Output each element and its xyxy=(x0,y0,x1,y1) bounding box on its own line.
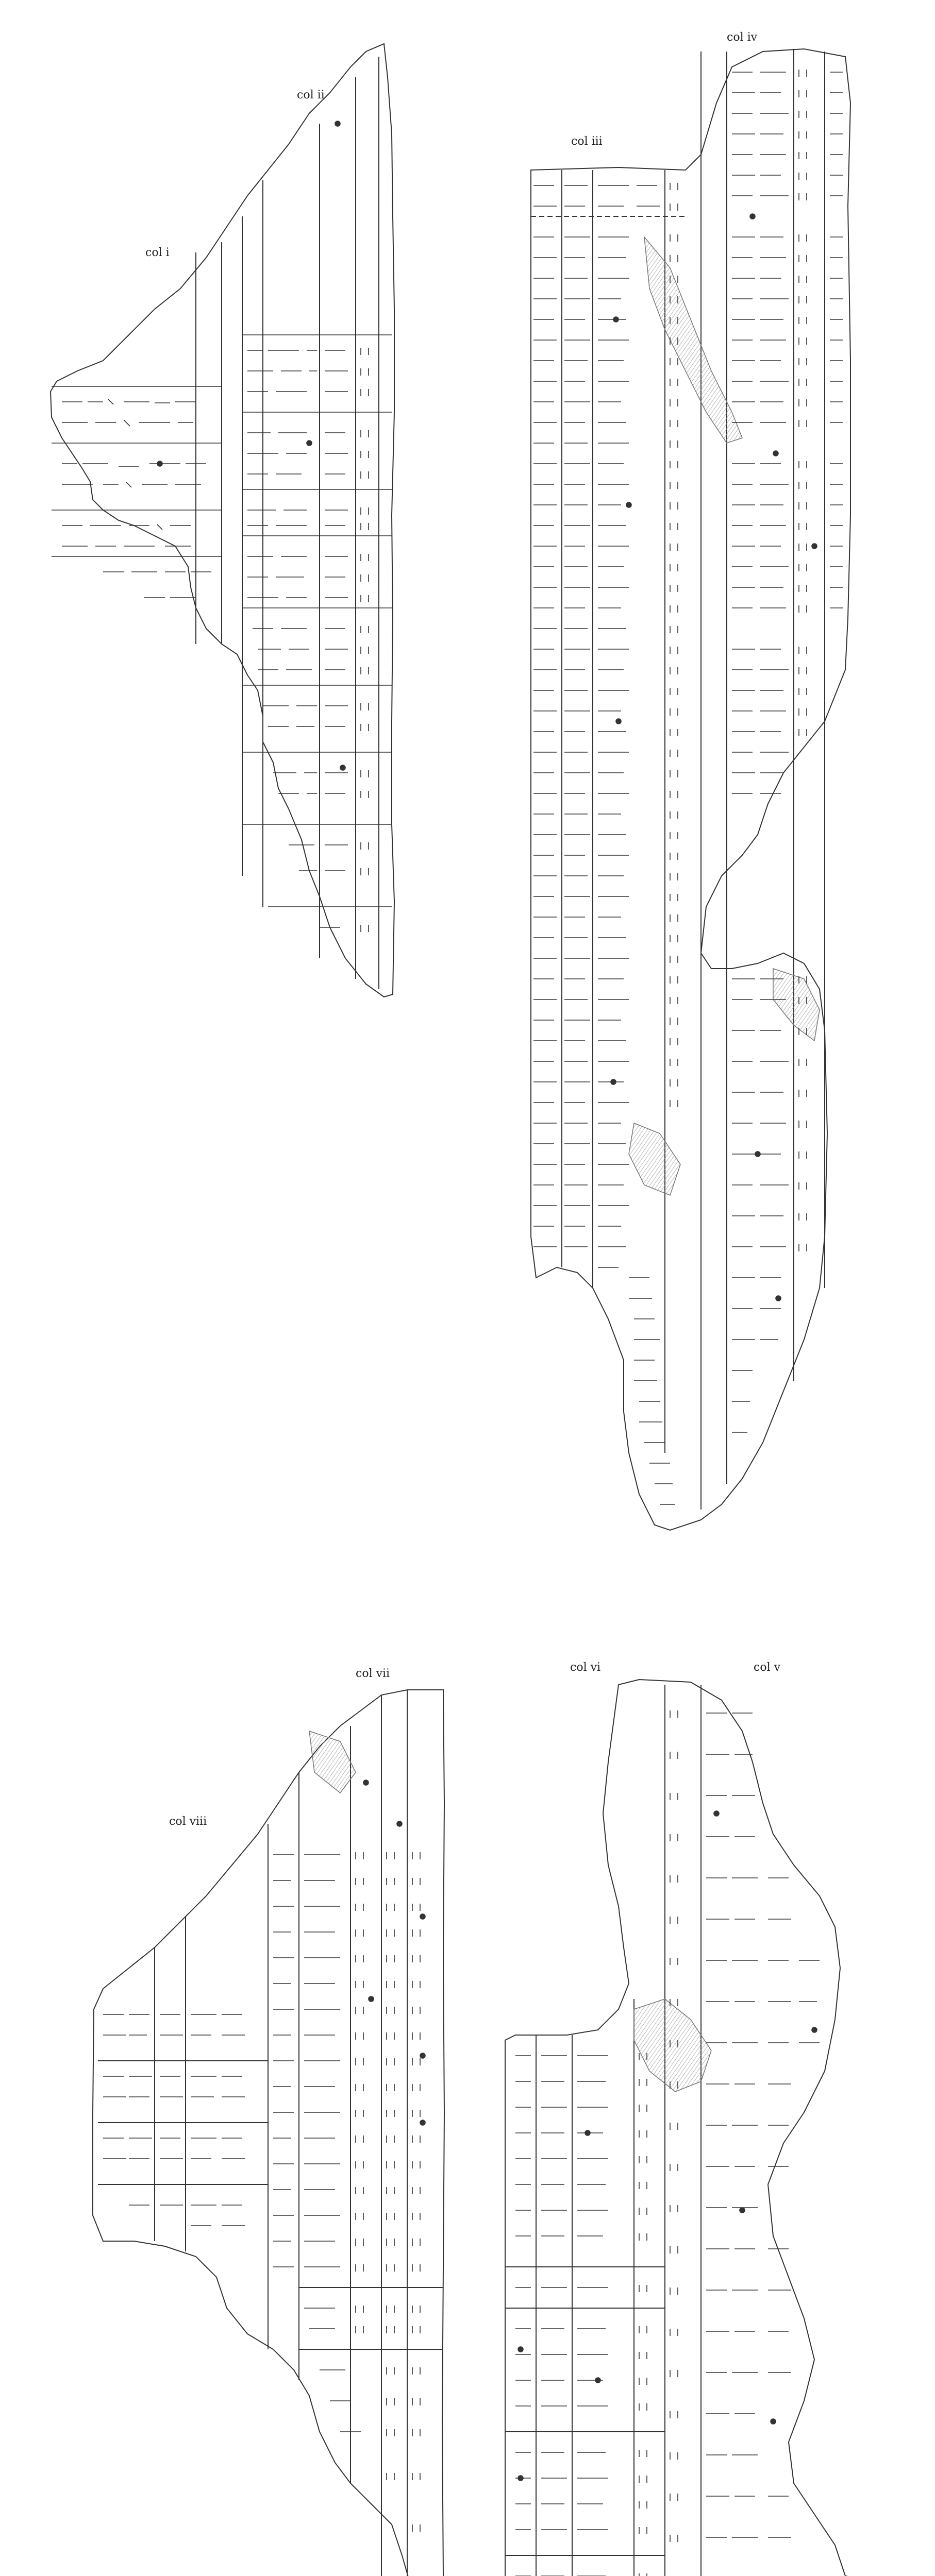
cuneiform-rows-cols-vii-viii xyxy=(103,1780,425,2576)
col-ii-label: col ii xyxy=(297,89,325,101)
damage-hatch xyxy=(644,237,742,443)
damage-hatch-2 xyxy=(773,969,820,1041)
fragment-cols-iii-iv xyxy=(531,49,850,1530)
col-vi-label: col vi xyxy=(570,1661,601,1674)
fragment-cols-v-vi xyxy=(505,1680,892,2576)
cuneiform-rows-cols-iii-iv xyxy=(533,70,843,1504)
col-i-label: col i xyxy=(145,246,170,259)
col-v-label: col v xyxy=(754,1661,781,1674)
col-viii-label: col viii xyxy=(169,1815,207,1828)
fragment-cols-vii-viii xyxy=(93,1690,444,2576)
damage-hatch-3 xyxy=(629,1123,680,1195)
cuneiform-rows-cols-v-vi xyxy=(515,1710,879,2576)
damage-hatch-4 xyxy=(309,1731,356,1793)
col-vii-label: col vii xyxy=(356,1667,390,1680)
damage-hatch-5 xyxy=(634,1999,711,2092)
fragment-cols-i-ii xyxy=(51,44,394,997)
col-iii-label: col iii xyxy=(571,135,603,148)
col-iv-label: col iv xyxy=(727,31,758,44)
